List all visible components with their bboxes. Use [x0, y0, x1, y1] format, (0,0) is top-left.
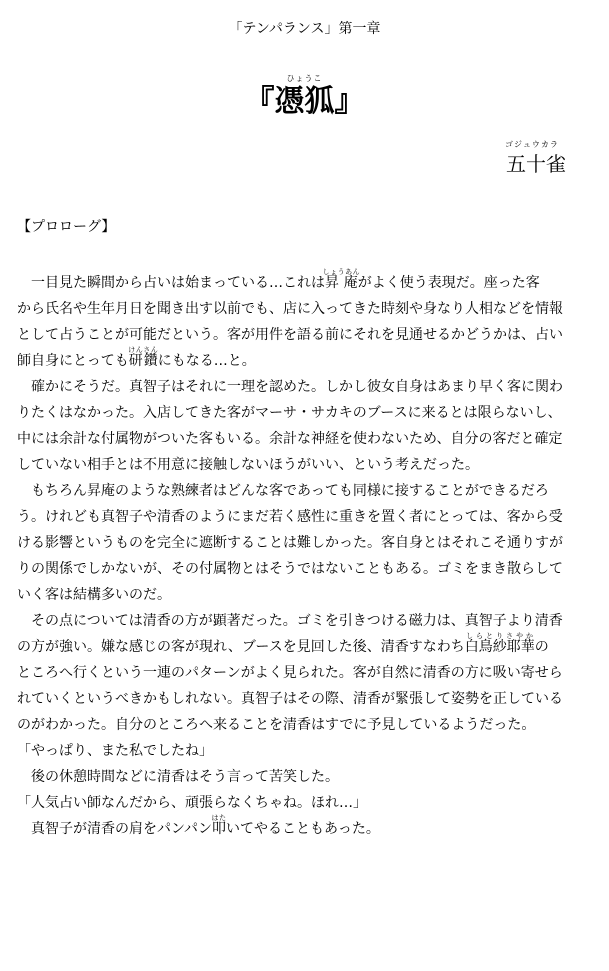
line-text: 確かにそうだ。真智子はそれに一理を認めた。しかし彼女自身はあまり早く客に関わ: [17, 379, 563, 395]
text-line: [17, 473, 595, 499]
line-text: いく客は結構多いのだ。: [17, 587, 171, 603]
line-text: 「やっぱり、また私でしたね」: [17, 743, 213, 759]
text-line: [17, 655, 595, 681]
line-text: の: [534, 639, 549, 655]
text-line: [17, 759, 595, 785]
line-text: りたくはなかった。入店してきた客がマーサ・サカキのブースに来るとは限らないし、: [17, 405, 562, 421]
line-text: りの関係でしかないが、その付属物とはそうではないこともある。ゴミをまき散らして: [17, 561, 563, 577]
line-text: 一目見た瞬間から占いは始まっている…これは: [17, 275, 325, 291]
text-line: [17, 629, 595, 655]
ruby-base: 昇庵: [322, 275, 361, 291]
body-text: [17, 265, 595, 837]
title-ruby: ひょうこ: [286, 74, 323, 83]
text-line: [17, 681, 595, 707]
text-line: [17, 551, 595, 577]
line-text: から氏名や生年月日を聞き出す以前でも、店に入ってきた時刻や身なり人相などを情報: [17, 301, 563, 317]
ruby-annotation: [464, 632, 535, 655]
author-name: 五十雀: [506, 152, 566, 176]
story-title: 『憑狐』: [244, 84, 365, 119]
text-line: [17, 603, 595, 629]
text-line: [17, 785, 595, 811]
line-text: 真智子が清香の肩をパンパン: [17, 821, 213, 837]
line-text: にもなる…と。: [157, 353, 256, 369]
text-line: [17, 525, 595, 551]
line-text: その点については清香の方が顕著だった。ゴミを引きつける磁力は、真智子より清香: [17, 613, 563, 629]
text-line: [17, 265, 595, 291]
ruby-base: 白鳥紗耶華: [464, 639, 535, 655]
line-text: ける影響というものを完全に遮断することは難しかった。客自身とはそれこそ通りすが: [17, 535, 563, 551]
line-text: の方が強い。嫌な感じの客が現れ、ブースを見回した後、清香すなわち: [17, 639, 465, 655]
author-ruby: ゴジュウカラ: [505, 140, 559, 149]
line-text: れていくというべきかもしれない。真智子はその際、清香が緊張して姿勢を正している: [17, 691, 563, 707]
line-text: いてやることもあった。: [226, 821, 380, 837]
line-text: 師自身にとっても: [17, 353, 129, 369]
text-line: [17, 447, 595, 473]
ruby-reading: しょうあん: [322, 268, 361, 276]
line-text: として占うことが可能だという。客が用件を語る前にそれを見通せるかどうかは、占い: [17, 327, 563, 343]
text-line: [17, 733, 595, 759]
line-text: 中には余計な付属物がついた客もいる。余計な神経を使わないため、自分の客だと確定: [17, 431, 563, 447]
text-line: [17, 499, 595, 525]
ruby-base: 叩: [211, 821, 227, 837]
ruby-reading: けんさん: [128, 346, 159, 354]
text-line: [17, 577, 595, 603]
text-line: [17, 317, 595, 343]
text-line: [17, 395, 595, 421]
line-text: していない相手とは不用意に接触しないほうがいい、という考えだった。: [17, 457, 479, 473]
text-line: [17, 343, 595, 369]
ruby-annotation: [128, 346, 159, 369]
text-line: [17, 369, 595, 395]
text-line: [17, 707, 595, 733]
ruby-base: 研鑽: [128, 353, 159, 369]
line-text: がよく使う表現だ。座った客: [357, 275, 540, 291]
line-text: 「人気占い師なんだから、頑張らなくちゃね。ほれ…」: [17, 795, 367, 811]
ruby-annotation: [322, 268, 361, 291]
text-line: [17, 421, 595, 447]
line-text: のがわかった。自分のところへ来ることを清香はすでに予見しているようだった。: [17, 717, 536, 733]
text-line: [17, 291, 595, 317]
ruby-reading: しらとりさやか: [464, 632, 535, 640]
section-heading: 【プロローグ】: [17, 219, 116, 235]
text-line: [17, 811, 595, 837]
line-text: 後の休憩時間などに清香はそう言って苦笑した。: [17, 769, 339, 785]
ruby-reading: はた: [211, 814, 227, 822]
line-text: う。けれども真智子や清香のようにまだ若く感性に重きを置く者にとっては、客から受: [17, 509, 563, 525]
line-text: もちろん昇庵のような熟練者はどんな客であっても同様に接することができるだろ: [17, 483, 549, 499]
series-chapter-heading: 「テンパランス」第一章: [228, 21, 381, 37]
ruby-annotation: [211, 814, 227, 837]
line-text: ところへ行くという一連のパターンがよく見られた。客が自然に清香の方に吸い寄せら: [17, 665, 563, 681]
